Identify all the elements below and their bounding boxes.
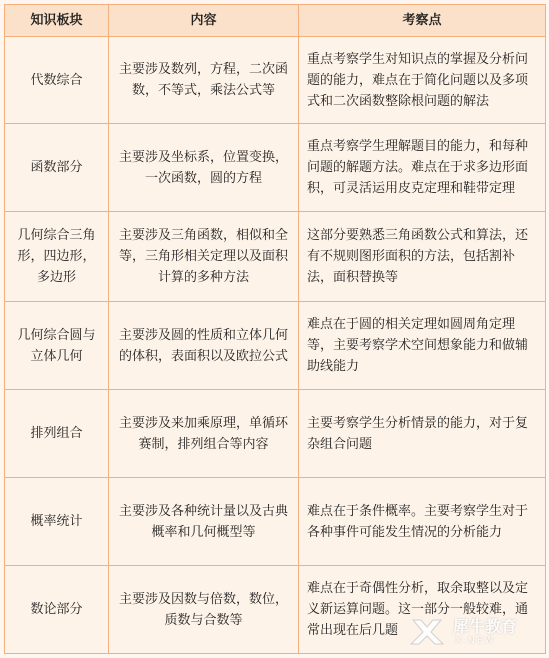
focus-cell: 主要考察学生分析情景的能力，对于复杂组合问题 (299, 390, 546, 478)
topic-cell: 概率统计 (5, 478, 109, 566)
watermark-sub: X-NEW (455, 636, 496, 646)
content-cell: 主要涉及坐标系，位置变换，一次函数，圆的方程 (109, 124, 299, 212)
content-cell: 主要涉及圆的性质和立体几何的体积，表面积以及欧拉公式 (109, 302, 299, 390)
watermark-logo (405, 610, 545, 654)
table-row (5, 390, 546, 478)
rhino-logo-icon (405, 610, 449, 654)
header-focus: 考察点 (299, 5, 546, 37)
focus-cell: 这部分要熟悉三角函数公式和算法，还有不规则图形面积的方法，包括割补法，面积替换等 (299, 212, 546, 302)
watermark-name: 犀牛教育 (453, 617, 518, 636)
header-content: 内容 (109, 5, 299, 37)
topic-cell: 排列组合 (5, 390, 109, 478)
knowledge-table (4, 4, 546, 654)
table-row (5, 302, 546, 390)
focus-cell: 难点在于条件概率。主要考察学生对于各种事件可能发生情况的分析能力 (299, 478, 546, 566)
focus-cell: 难点在于奇偶性分析，取余取整以及定义新运算问题。这一部分一般较难，通常出现在后几题 (299, 566, 546, 654)
topic-cell: 几何综合圆与立体几何 (5, 302, 109, 390)
table-row (5, 37, 546, 124)
content-cell: 主要涉及各种统计量以及古典概率和几何概型等 (109, 478, 299, 566)
content-cell: 主要涉及三角函数，相似和全等，三角形相关定理以及面积计算的多种方法 (109, 212, 299, 302)
table-row (5, 478, 546, 566)
content-cell: 主要涉及因数与倍数，数位，质数与合数等 (109, 566, 299, 654)
content-cell: 主要涉及来加乘原理，单循环赛制，排列组合等内容 (109, 390, 299, 478)
header-topic: 知识板块 (5, 5, 109, 37)
focus-cell: 重点考察学生理解题目的能力，和每种问题的解题方法。难点在于求多边形面积，可灵活运用皮克定理和鞋带定理 (299, 124, 546, 212)
topic-cell: 数论部分 (5, 566, 109, 654)
header-row (5, 5, 546, 37)
focus-cell: 重点考察学生对知识点的掌握及分析问题的能力，难点在于简化问题以及多项式和二次函数整除根问题的解法 (299, 37, 546, 124)
content-cell: 主要涉及数列，方程，二次函数，不等式，乘法公式等 (109, 37, 299, 124)
topic-cell: 几何综合三角形，四边形，多边形 (5, 212, 109, 302)
topic-cell: 代数综合 (5, 37, 109, 124)
focus-cell: 难点在于圆的相关定理如圆周角定理等，主要考察学术空间想象能力和做辅助线能力 (299, 302, 546, 390)
table-row (5, 212, 546, 302)
table-row (5, 124, 546, 212)
topic-cell: 函数部分 (5, 124, 109, 212)
